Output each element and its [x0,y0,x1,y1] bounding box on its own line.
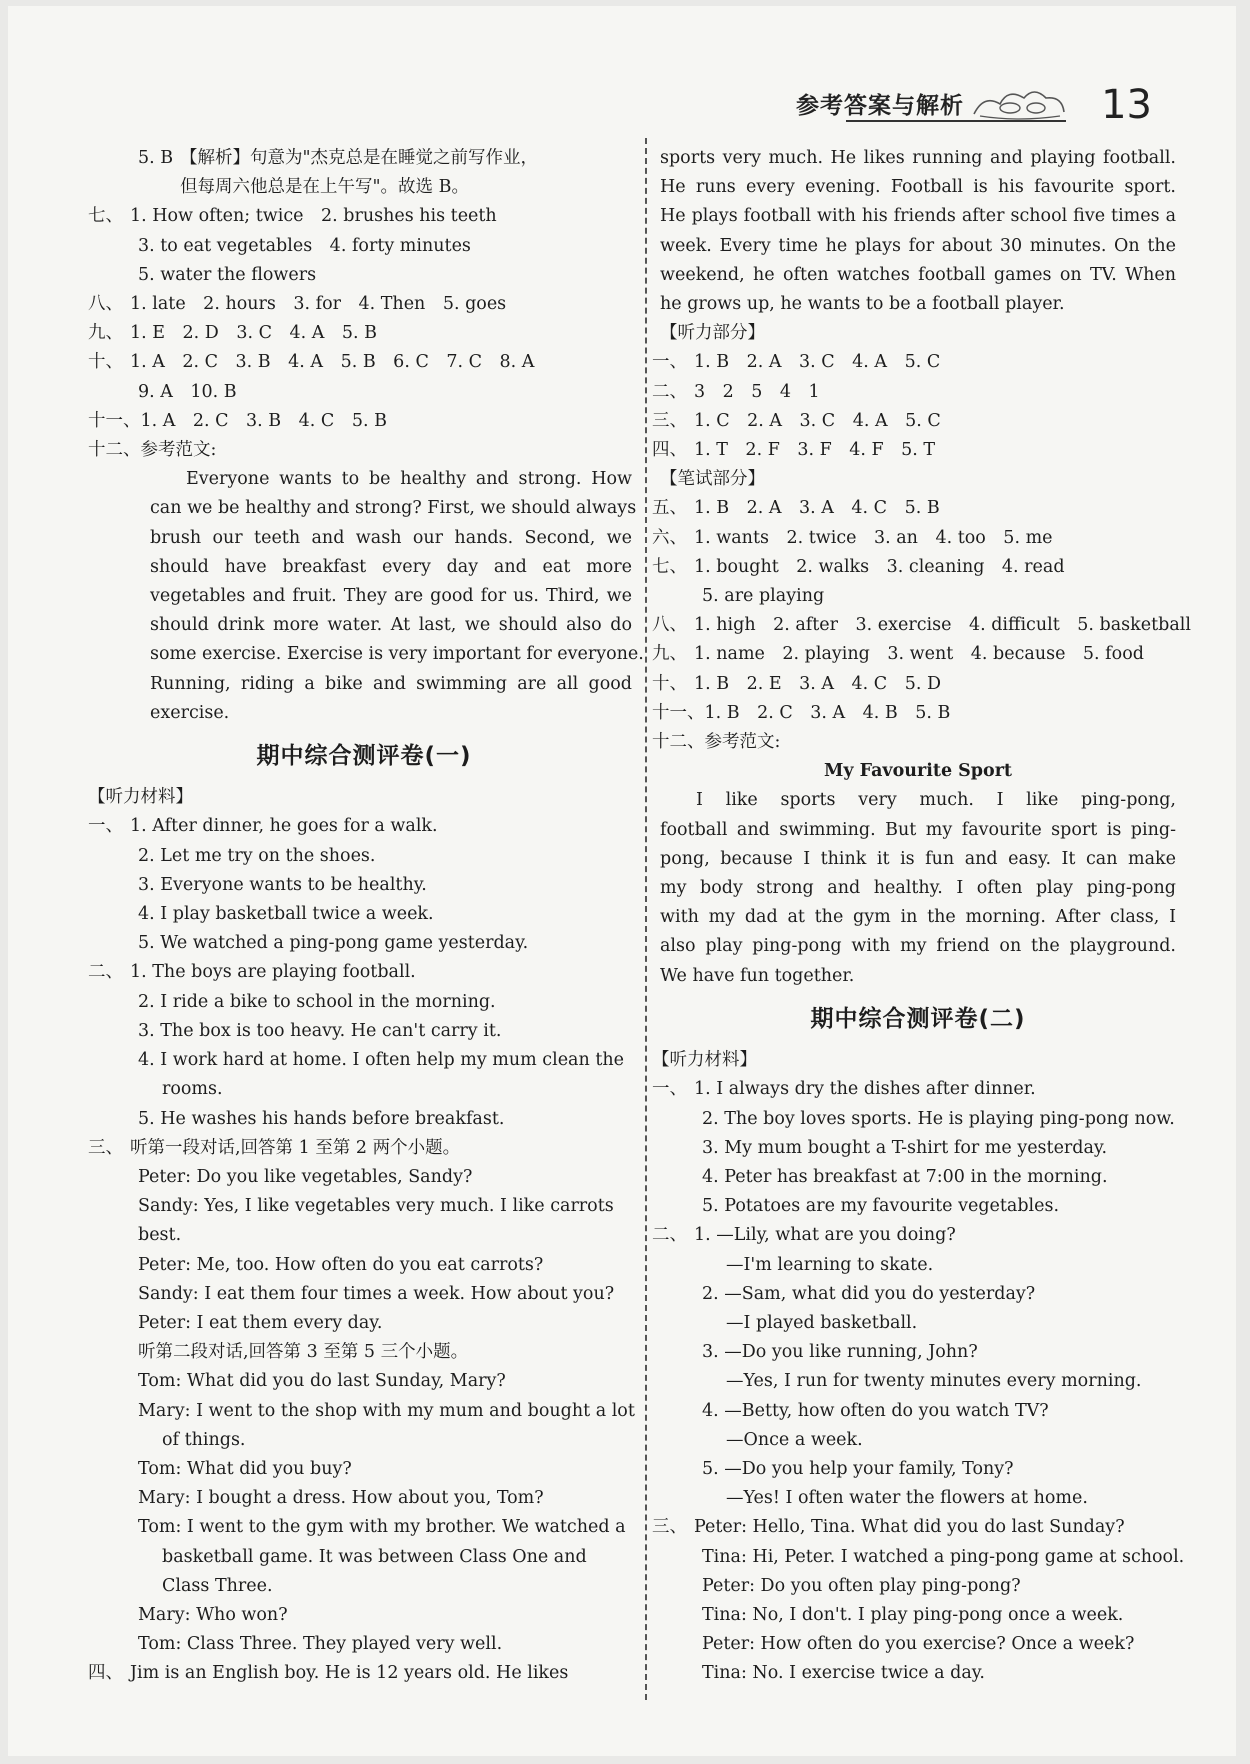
right-essay [660,786,1176,990]
left-column [88,144,644,1689]
answer-line [96,929,632,958]
essay-line: exercise. [150,702,230,723]
answer-text: 4. I work hard at home. I often help my mum clean the [138,1050,624,1071]
answer-text: 参考范文: [704,732,781,753]
answer-text: 1. bought 2. walks 3. cleaning 4. read [694,556,1065,577]
answer-line [96,1426,632,1455]
answer-line [652,728,1176,757]
essay-line: also play ping-pong with my friend on the playground. [660,936,1176,957]
essay-line: some exercise. Exercise is very important for everyone. [150,644,644,665]
answer-line [96,173,632,202]
answer-line [96,1630,632,1659]
answer-text: rooms. [162,1079,223,1100]
answer-line [96,1046,632,1075]
answer-text: 3. My mum bought a T-shirt for me yesterday. [702,1137,1108,1158]
answer-text: 1. T 2. F 3. F 4. F 5. T [694,440,936,461]
answer-text: best. [138,1225,182,1246]
answer-text: Sandy: Yes, I like vegetables very much. I like carrots [138,1196,614,1217]
answer-line [660,1572,1176,1601]
essay-line: should have breakfast every day and eat more [150,556,632,577]
answer-line [96,871,632,900]
answer-text: 3. —Do you like running, John? [702,1342,978,1363]
answer-line [138,144,632,173]
answer-text: 但每周六他总是在上午写"。故选 B。 [180,177,469,198]
answer-text: 4. Peter has breakfast at 7:00 in the morning. [702,1166,1108,1187]
answer-line [660,1367,1176,1396]
answer-line [96,1075,632,1104]
answer-text: 1. name 2. playing 3. went 4. because 5. food [694,644,1144,665]
cloud-decoration-icon [970,86,1068,120]
answer-text: 3. to eat vegetables 4. forty minutes [138,235,471,256]
answer-line [652,436,1176,465]
answer-text: 9. A 10. B [138,381,237,402]
answer-line [660,1630,1176,1659]
answer-text: 参考范文: [140,440,217,461]
question-number: 二、 [652,1225,687,1246]
essay-line: he grows up, he wants to be a football player. [660,294,1065,315]
answer-text: Peter: Do you like vegetables, Sandy? [138,1166,473,1187]
answer-text: 1. C 2. A 3. C 4. A 5. C [694,410,941,431]
answer-line [660,1455,1176,1484]
answer-text: Class Three. [162,1575,273,1596]
question-number: 四、 [88,1663,123,1684]
answer-text: 5. We watched a ping-pong game yesterday. [138,933,529,954]
answer-text: 1. I always dry the dishes after dinner. [694,1079,1036,1100]
essay-line: week. Every time he plays for about 30 minutes. On the [660,235,1176,256]
answer-text: Peter: How often do you exercise? Once a week? [702,1634,1135,1655]
question-number: 九、 [652,644,687,665]
answer-line [96,900,632,929]
answer-text: 5. —Do you help your family, Tony? [702,1458,1014,1479]
answer-line [652,699,1176,728]
question-number: 九、 [88,323,123,344]
answer-text: Mary: I went to the shop with my mum and bought a lot [138,1400,635,1421]
answer-text: 听第二段对话,回答第 3 至第 5 三个小题。 [138,1342,469,1363]
answer-text: 2. The boy loves sports. He is playing ping-pong now. [702,1108,1175,1129]
answer-line [660,1309,1176,1338]
question-number: 二、 [652,381,687,402]
answer-line [96,1251,632,1280]
answer-line [96,988,632,1017]
answer-line [660,319,1176,348]
answer-line [88,812,632,841]
answer-text: Tom: Class Three. They played very well. [138,1634,503,1655]
answer-line [88,1659,632,1688]
question-number: 七、 [88,206,123,227]
answer-text: 1. E 2. D 3. C 4. A 5. B [130,323,377,344]
answer-text: 1. How often; twice 2. brushes his teeth [130,206,497,227]
answer-line [88,290,632,319]
answer-text: 【笔试部分】 [660,469,765,490]
question-number: 三、 [652,1517,687,1538]
answer-line [96,1105,632,1134]
answer-line [652,378,1176,407]
answer-text: 3. The box is too heavy. He can't carry it. [138,1020,502,1041]
answer-text: 4. —Betty, how often do you watch TV? [702,1400,1049,1421]
answer-text: 2. Let me try on the shoes. [138,845,376,866]
answer-line [652,670,1176,699]
answer-page [8,6,1236,1756]
answer-text: 2. —Sam, what did you do yesterday? [702,1283,1036,1304]
answer-line [96,1484,632,1513]
midterm2-listening-label: 【听力材料】 [652,1050,757,1071]
question-number: 三、 [652,410,687,431]
question-number: 十一、 [652,702,705,723]
answer-line [96,1017,632,1046]
answer-line [652,407,1176,436]
answer-line [660,582,1176,611]
question-number: 十、 [88,352,123,373]
answer-text: Tom: I went to the gym with my brother. We watched a [138,1517,626,1538]
answer-line [652,524,1176,553]
answer-line [660,1280,1176,1309]
header-title: 参考答案与解析 [796,92,964,119]
answer-text: —I'm learning to skate. [726,1254,934,1275]
essay-line: He plays football with his friends after school five times a [660,206,1176,227]
answer-line [660,1543,1185,1572]
answer-text: Tina: No. I exercise twice a day. [702,1663,985,1684]
essay-line: vegetables and fruit. They are good for us. Third, we [150,586,632,607]
answer-text: 1. B 2. A 3. A 4. C 5. B [694,498,940,519]
answer-line [660,1134,1176,1163]
answer-line [652,494,1176,523]
answer-text: of things. [162,1429,246,1450]
answer-text: 1. high 2. after 3. exercise 4. difficult 5. basketball [694,615,1191,636]
answer-line [660,465,1176,494]
essay-title: My Favourite Sport [823,761,1013,782]
answer-text: Tina: Hi, Peter. I watched a ping-pong game at school. [702,1546,1185,1567]
answer-line [660,1192,1176,1221]
answer-text: 3 2 5 4 1 [694,381,820,402]
midterm2-title: 期中综合测评卷(二) [810,1005,1026,1032]
answer-text: Peter: I eat them every day. [138,1312,383,1333]
answer-line [88,436,632,465]
header-rule [846,120,1066,122]
answer-line [96,1221,632,1250]
answer-text: Peter: Me, too. How often do you eat carrots? [138,1254,544,1275]
essay-line: pong, because I think it is fun and easy. It can make [660,848,1176,869]
question-number: 一、 [652,352,687,373]
answer-text: 1. The boys are playing football. [130,962,416,983]
essay-line: football and swimming. But my favourite sport is ping- [660,819,1176,840]
answer-text: Tom: What did you buy? [138,1458,352,1479]
answer-line [96,378,632,407]
answer-line [660,1484,1176,1513]
answer-text: 1. B 2. C 3. A 4. B 5. B [704,702,951,723]
answer-text: basketball game. It was between Class One and [162,1546,587,1567]
midterm2-lines [652,1075,1185,1688]
answer-line [96,261,632,290]
answer-text: 1. wants 2. twice 3. an 4. too 5. me [694,527,1053,548]
answer-text: 1. B 2. A 3. C 4. A 5. C [694,352,941,373]
answer-line [88,348,632,377]
answer-text: 1. late 2. hours 3. for 4. Then 5. goes [130,294,507,315]
answer-line [96,1163,632,1192]
answer-line [96,1601,632,1630]
right-top-passage [660,144,1176,319]
answer-line [652,1075,1176,1104]
answer-line [88,407,632,436]
essay-line: with my dad at the gym in the morning. After class, I [660,907,1176,928]
answer-line [88,319,632,348]
page-number: 13 [1101,82,1152,128]
answer-text: 4. I play basketball twice a week. [138,904,434,925]
answer-line [660,1163,1176,1192]
essay-line: sports very much. He likes running and playing football. [660,148,1176,168]
question-number: 七、 [652,556,687,577]
answer-text: —Yes, I run for twenty minutes every morning. [726,1371,1142,1392]
answer-line [96,1280,632,1309]
question-number: 六、 [652,527,687,548]
answer-line [660,1105,1176,1134]
answer-text: —Yes! I often water the flowers at home. [726,1488,1088,1509]
answer-line [652,1221,1176,1250]
answer-text: Tina: No, I don't. I play ping-pong once a week. [702,1604,1124,1625]
midterm1-title: 期中综合测评卷(一) [256,743,472,770]
answer-line [96,232,632,261]
answer-line [96,1367,632,1396]
answer-line [660,1397,1176,1426]
question-number: 三、 [88,1137,123,1158]
question-number: 四、 [652,440,687,461]
answer-text: Tom: What did you do last Sunday, Mary? [138,1371,506,1392]
right-answers [652,319,1191,757]
essay-line: He runs every evening. Football is his favourite sport. [660,177,1176,198]
answer-line [88,1134,632,1163]
answer-text: Peter: Hello, Tina. What did you do last Sunday? [694,1517,1125,1538]
answer-line [660,1251,1176,1280]
question-number: 十、 [652,673,687,694]
answer-line [96,1309,632,1338]
answer-text: 5. Potatoes are my favourite vegetables. [702,1196,1060,1217]
answer-line [652,553,1176,582]
answer-text: Sandy: I eat them four times a week. How about you? [138,1283,615,1304]
essay-line: can we be healthy and strong? First, we should always [150,498,637,519]
answer-line [652,348,1176,377]
essay-line: my body strong and healthy. I often play ping-pong [660,878,1176,899]
answer-text: 1. B 2. E 3. A 4. C 5. D [694,673,941,694]
essay-line: weekend, he often watches football games on TV. When [660,264,1176,285]
essay-line: I like sports very much. I like ping-pong, [696,790,1176,811]
midterm1-listening-label: 【听力材料】 [88,787,193,808]
essay-line: should drink more water. At last, we should also do [150,615,632,636]
answer-line [88,202,632,231]
answer-line [96,1513,632,1542]
answer-line [96,1572,632,1601]
answer-line [652,640,1176,669]
essay-line: Everyone wants to be healthy and strong. How [186,469,632,490]
answer-text: 1. A 2. C 3. B 4. A 5. B 6. C 7. C 8. A [130,352,535,373]
answer-line [660,1426,1176,1455]
answer-text: 5. He washes his hands before breakfast. [138,1108,505,1129]
answer-line [96,1338,632,1367]
question-number: 二、 [88,962,123,983]
question-number: 十二、 [652,732,705,753]
answer-line [96,1397,635,1426]
answer-text: 【听力部分】 [660,323,765,344]
answer-line [88,958,632,987]
answer-text: 1. —Lily, what are you doing? [694,1225,956,1246]
left-answers [88,144,632,465]
answer-text: Mary: I bought a dress. How about you, Tom? [138,1488,544,1509]
answer-line [96,1192,632,1221]
answer-text: 2. I ride a bike to school in the morning. [138,991,496,1012]
answer-text: —Once a week. [726,1429,863,1450]
answer-text: Mary: Who won? [138,1604,288,1625]
question-number: 八、 [88,294,123,315]
answer-text: 听第一段对话,回答第 1 至第 2 两个小题。 [130,1137,461,1158]
page-header [796,86,1068,120]
right-column [652,144,1191,1689]
answer-line [96,842,632,871]
answer-text: 1. A 2. C 3. B 4. C 5. B [140,410,387,431]
midterm1-lines [88,812,635,1688]
essay-line: We have fun together. [660,965,855,986]
question-number: 五、 [652,498,687,519]
left-essay [96,465,644,728]
question-number: 一、 [652,1079,687,1100]
answer-line [660,1338,1176,1367]
answer-text: Jim is an English boy. He is 12 years old. He likes [130,1663,569,1684]
question-number: 十二、 [88,440,141,461]
answer-text: 5. are playing [702,586,825,607]
answer-text: —I played basketball. [726,1312,918,1333]
answer-text: 1. After dinner, he goes for a walk. [130,816,438,837]
answer-text: 5. water the flowers [138,264,317,285]
question-number: 一、 [88,816,123,837]
question-number: 八、 [652,615,687,636]
answer-line [96,1455,632,1484]
essay-line: brush our teeth and wash our hands. Second, we [150,527,632,548]
answer-line [660,1659,1176,1688]
answer-line [96,1543,632,1572]
question-number: 十一、 [88,410,141,431]
answer-text: 3. Everyone wants to be healthy. [138,874,427,895]
answer-line [652,1513,1176,1542]
essay-line: Running, riding a bike and swimming are all good [150,673,632,694]
answer-text: Peter: Do you often play ping-pong? [702,1575,1021,1596]
answer-line [652,611,1191,640]
column-divider [645,138,647,1700]
answer-line [660,1601,1176,1630]
question-number: 5. B [138,148,174,168]
answer-text: 【解析】句意为"杰克总是在睡觉之前写作业， [180,148,539,168]
